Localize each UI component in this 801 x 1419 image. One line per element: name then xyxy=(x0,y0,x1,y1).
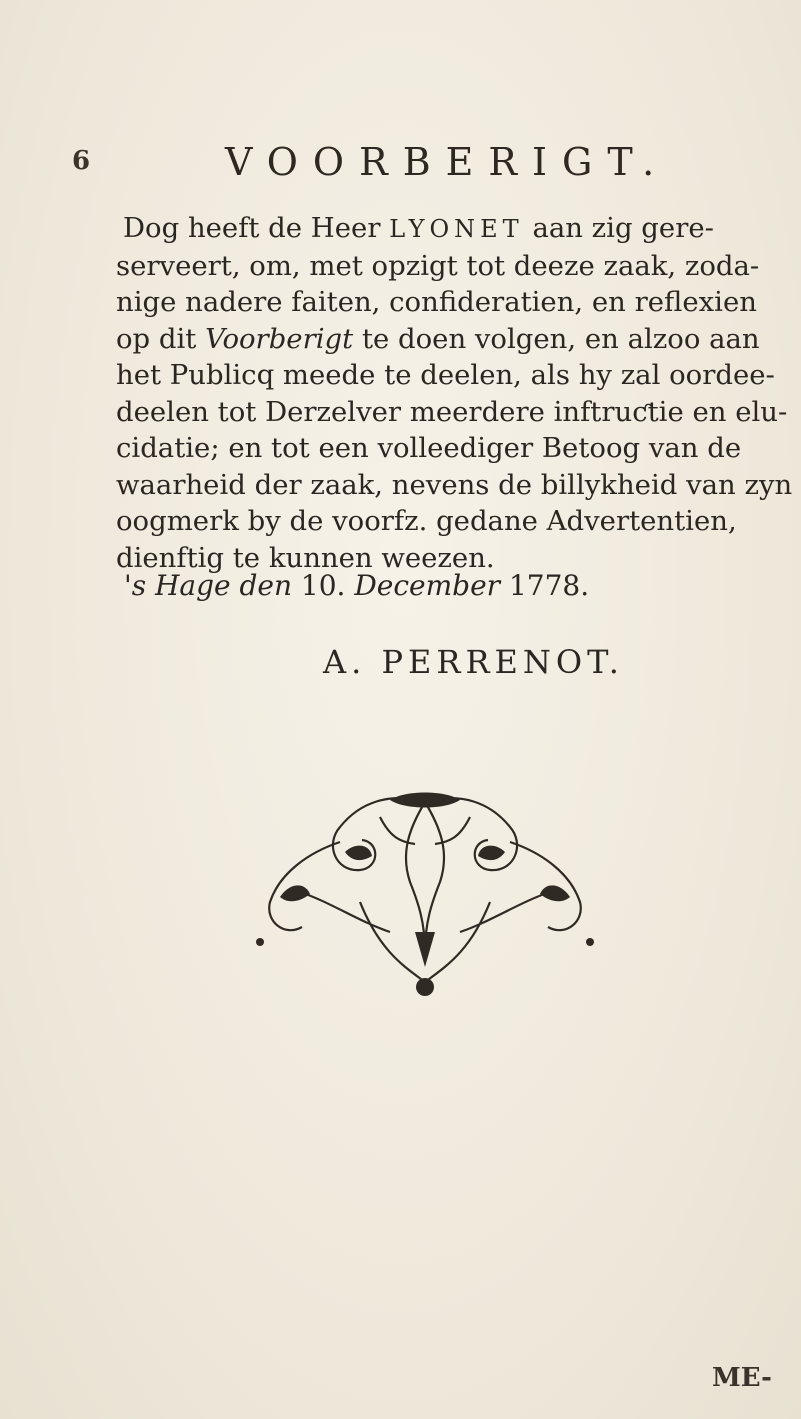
text-line: oogmerk by de voorfz. gedane Advertentien, xyxy=(116,505,737,537)
text-line: deelen tot Derzelver meerdere inftruƈtie en elu- xyxy=(116,395,788,428)
page-number: 6 xyxy=(72,146,91,176)
dateline xyxy=(124,569,589,602)
text-line: dienftig te kunnen weezen. xyxy=(116,541,495,574)
body-paragraph xyxy=(116,210,793,576)
dateline-month: December xyxy=(354,569,501,602)
text-line: nige nadere faiten, confideratien, en reflexien xyxy=(116,286,757,318)
catchword: ME- xyxy=(712,1363,772,1393)
page-header xyxy=(60,130,760,190)
floral-ornament-icon xyxy=(240,782,610,1002)
text-line: serveert, om, met opzigt tot deeze zaak, zoda- xyxy=(116,249,760,282)
text-line: het Publicq meede te deelen, als hy zal oordee- xyxy=(116,359,775,391)
text-line: waarheid der zaak, nevens de billykheid van zyn xyxy=(116,468,793,501)
text-line: op dit Voorberigt te doen volgen, en alzoo aan xyxy=(116,322,760,355)
text-line: Dog heeft de Heer LYONET aan zig gere- xyxy=(123,212,714,244)
italic-title: Voorberigt xyxy=(205,322,354,355)
dateline-place: 's Hage den xyxy=(124,569,292,602)
signature: A. PERRENOT. xyxy=(323,643,624,681)
text-line: cidatie; en tot een volleediger Betoog van de xyxy=(116,432,742,464)
dateline-year: 1778. xyxy=(508,569,590,602)
author-name: LYONET xyxy=(389,215,524,243)
running-head: VOORBERIGT. xyxy=(225,140,670,184)
dateline-day: 10. xyxy=(300,569,346,602)
